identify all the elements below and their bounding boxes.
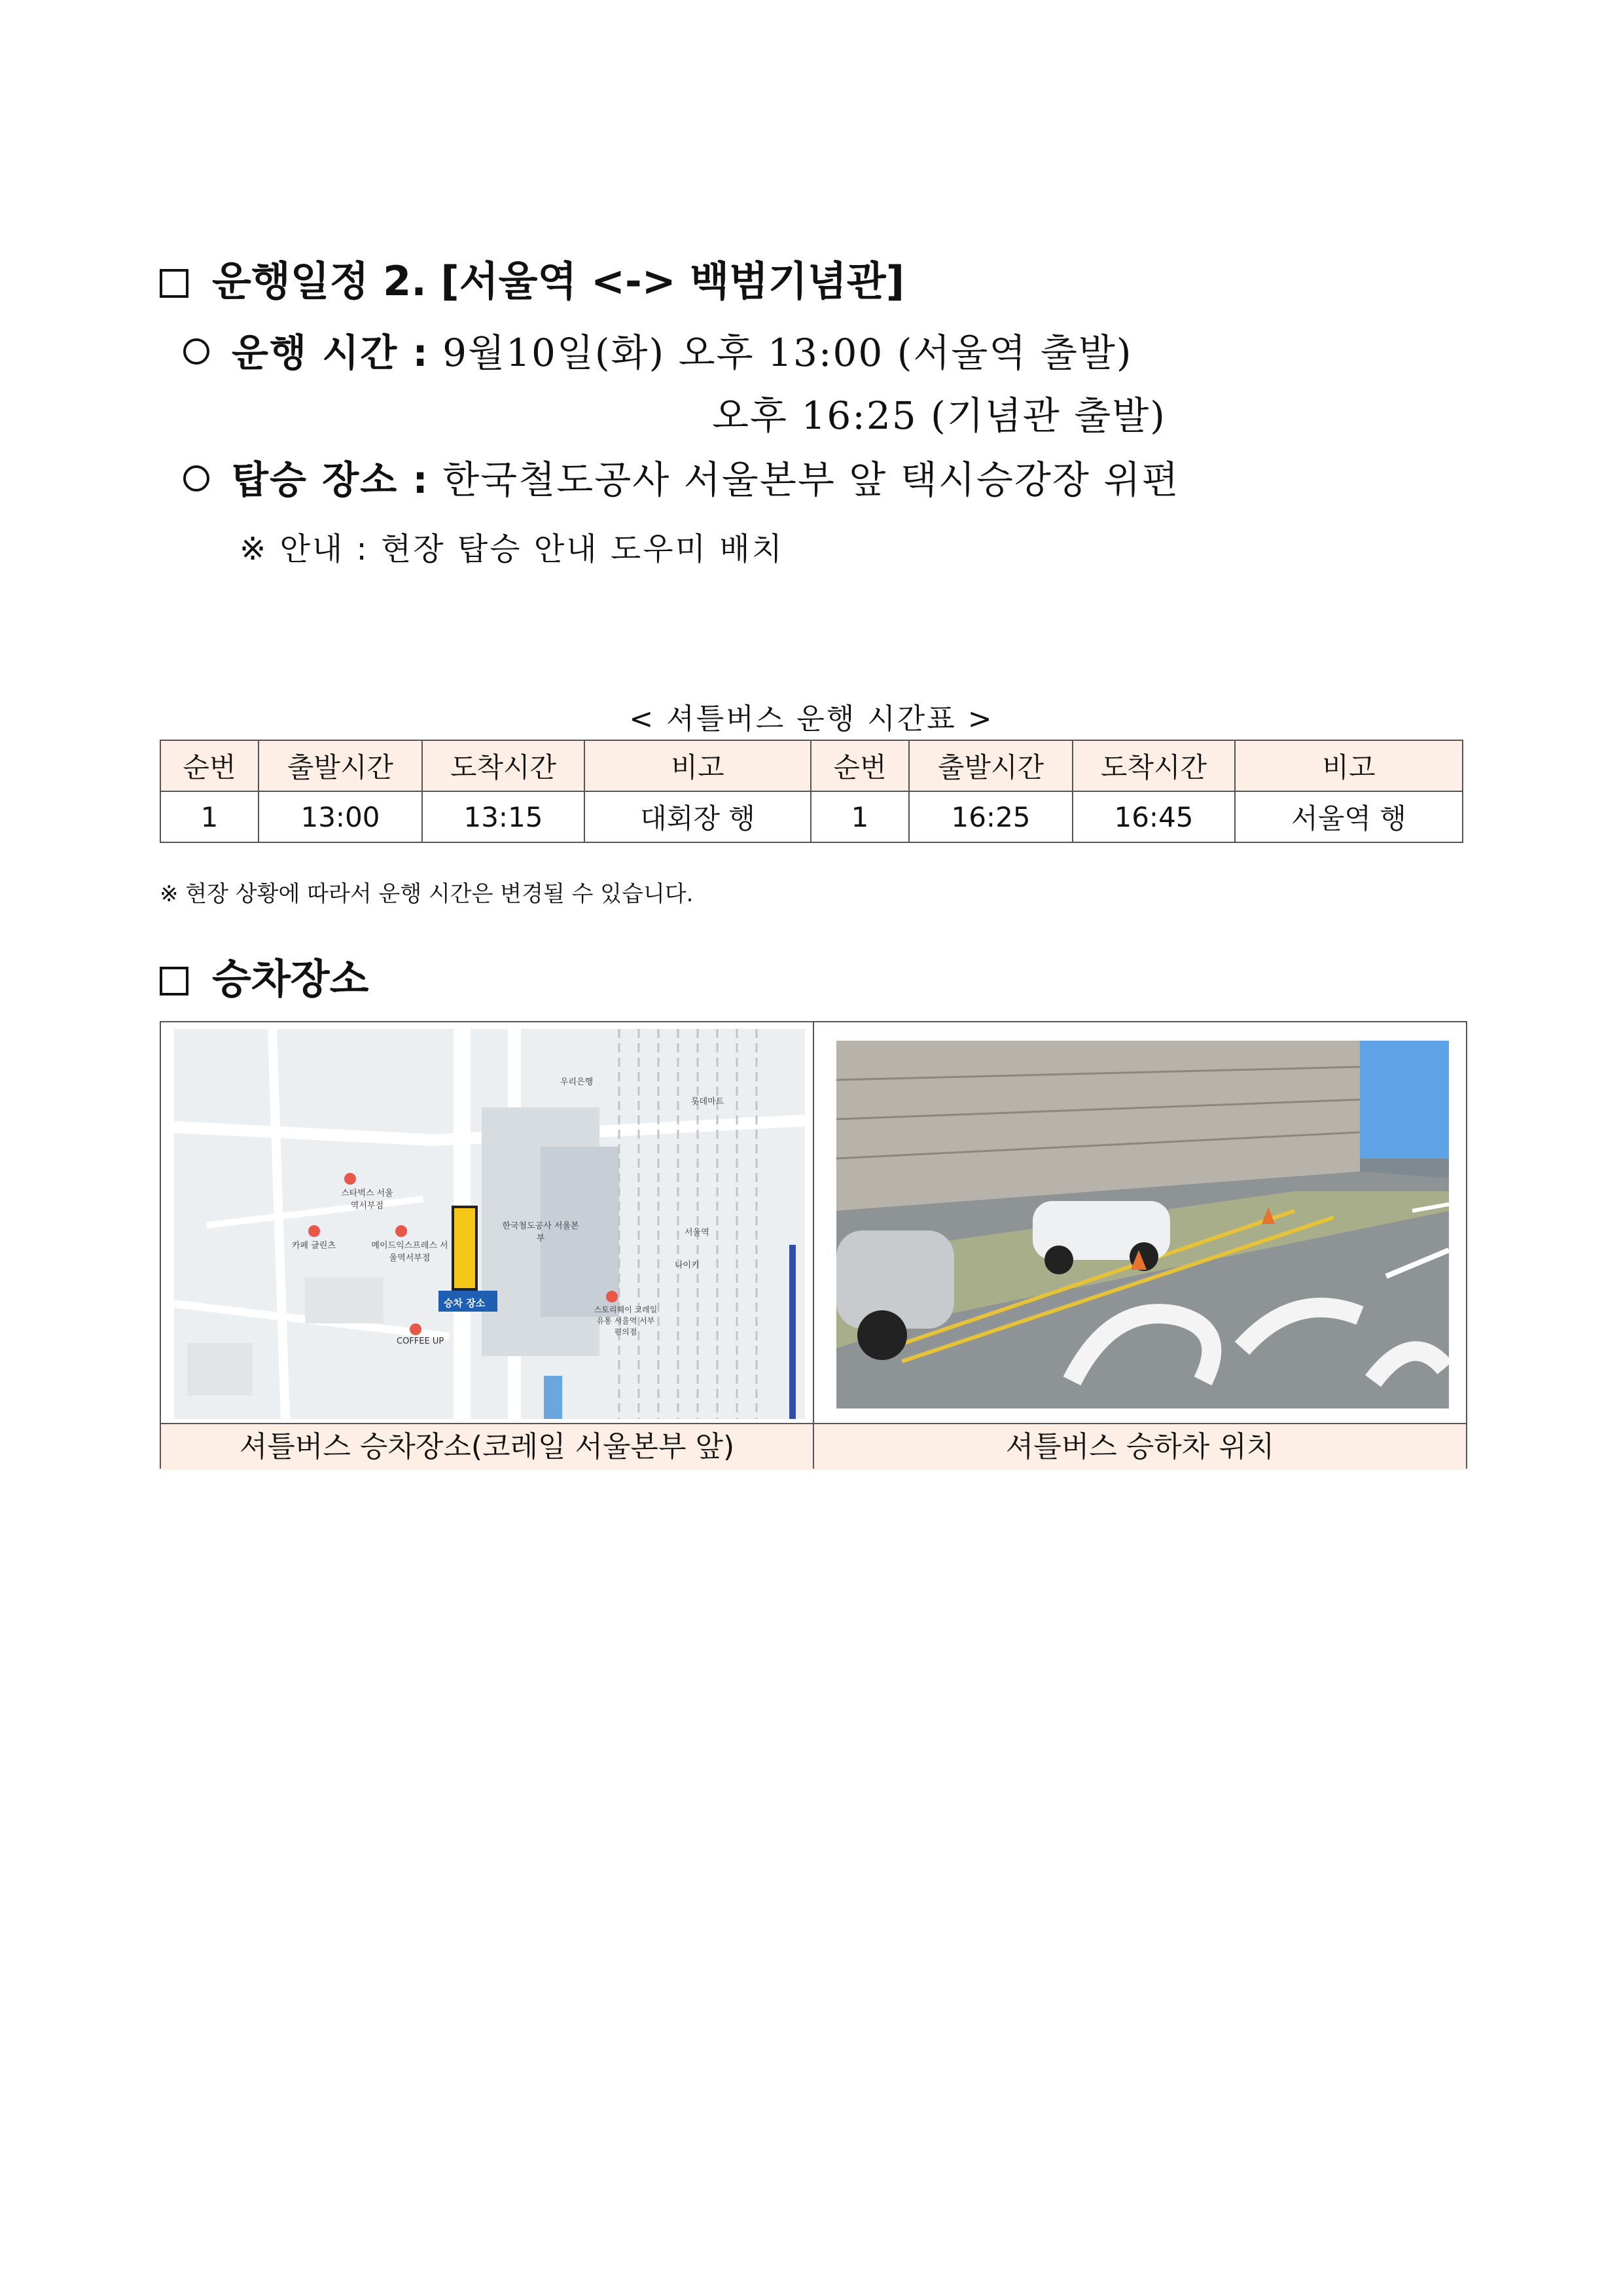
photo-svg — [836, 1041, 1449, 1408]
place-label: 탑승 장소 : — [232, 457, 429, 502]
place-value: 한국철도공사 서울본부 앞 택시승강장 위편 — [442, 457, 1180, 502]
map-caption: 셔틀버스 승차장소(코레일 서울본부 앞) — [161, 1423, 813, 1470]
header-cell: 순번 — [160, 740, 259, 791]
map-label-storyway: 스토리웨이 코레일유통 서울역 서부편의점 — [594, 1305, 658, 1336]
map-label-starbucks: 스타벅스 서울역서부점 — [341, 1189, 393, 1211]
header-cell: 순번 — [811, 740, 909, 791]
schedule-title: 운행일정 2. [서울역 <-> 백범기념관] — [212, 257, 905, 305]
bullet-circle-icon — [183, 465, 209, 492]
place-row — [183, 449, 1179, 504]
map-label-cafe: 카페 글린츠 — [292, 1241, 336, 1251]
table-cell: 서울역 행 — [1235, 791, 1463, 842]
header-cell: 출발시간 — [259, 740, 422, 791]
table-cell: 16:45 — [1073, 791, 1235, 842]
time-value-1: 9월10일(화) 오후 13:00 (서울역 출발) — [442, 331, 1133, 375]
place-pin-icon — [410, 1323, 421, 1335]
place-pin-icon — [395, 1225, 407, 1237]
bullet-circle-icon — [183, 338, 209, 365]
column-divider — [813, 1022, 814, 1469]
timetable — [160, 740, 1463, 843]
place-pin-icon — [308, 1225, 320, 1237]
table-cell: 1 — [811, 791, 909, 842]
map-label-woori: 우리은행 — [560, 1077, 594, 1087]
timetable-footnote: ※ 현장 상황에 따라서 운행 시간은 변경될 수 있습니다. — [160, 881, 694, 907]
timetable-caption: < 셔틀버스 운행 시간표 > — [629, 702, 994, 736]
boarding-title: 승차장소 — [212, 955, 369, 1003]
table-header-row — [160, 740, 1463, 791]
time-label: 운행 시간 : — [232, 331, 429, 375]
map-label-korail: 한국철도공사 서울본부 — [502, 1221, 579, 1244]
figure-table — [160, 1021, 1467, 1469]
table-cell: 13:15 — [422, 791, 584, 842]
table-cell: 1 — [160, 791, 259, 842]
street-photo — [836, 1041, 1449, 1408]
photo-caption: 셔틀버스 승하차 위치 — [814, 1423, 1466, 1470]
checkbox-square-icon — [160, 967, 188, 996]
map-label-seoul-station: 서울역 — [685, 1228, 709, 1238]
map-label-mega: 메이드익스프레스 서울역서부점 — [371, 1241, 448, 1263]
map-label-bus-stop: 승차 장소 — [444, 1297, 486, 1309]
table-cell: 대회장 행 — [584, 791, 811, 842]
guide-note: ※ 안내 : 현장 탑승 안내 도우미 배치 — [240, 531, 784, 567]
map-label-lotte: 롯데마트 — [691, 1097, 724, 1107]
header-cell: 도착시간 — [422, 740, 584, 791]
header-cell: 도착시간 — [1073, 740, 1235, 791]
map-image — [174, 1029, 805, 1419]
place-pin-icon — [344, 1173, 356, 1185]
section-heading-schedule — [160, 249, 904, 307]
map-label-nike: 나이키 — [675, 1261, 700, 1270]
time-row — [183, 322, 1133, 377]
header-cell: 비고 — [1235, 740, 1463, 791]
time-value-2: 오후 16:25 (기념관 출발) — [712, 393, 1166, 438]
map-svg — [174, 1029, 805, 1419]
table-cell: 13:00 — [259, 791, 422, 842]
header-cell: 비고 — [584, 740, 811, 791]
checkbox-square-icon — [160, 269, 188, 298]
table-row — [160, 791, 1463, 842]
map-label-coffee: COFFEE UP — [397, 1336, 444, 1346]
table-cell: 16:25 — [909, 791, 1073, 842]
place-pin-icon — [606, 1291, 618, 1302]
header-cell: 출발시간 — [909, 740, 1073, 791]
section-heading-boarding — [160, 946, 369, 1005]
